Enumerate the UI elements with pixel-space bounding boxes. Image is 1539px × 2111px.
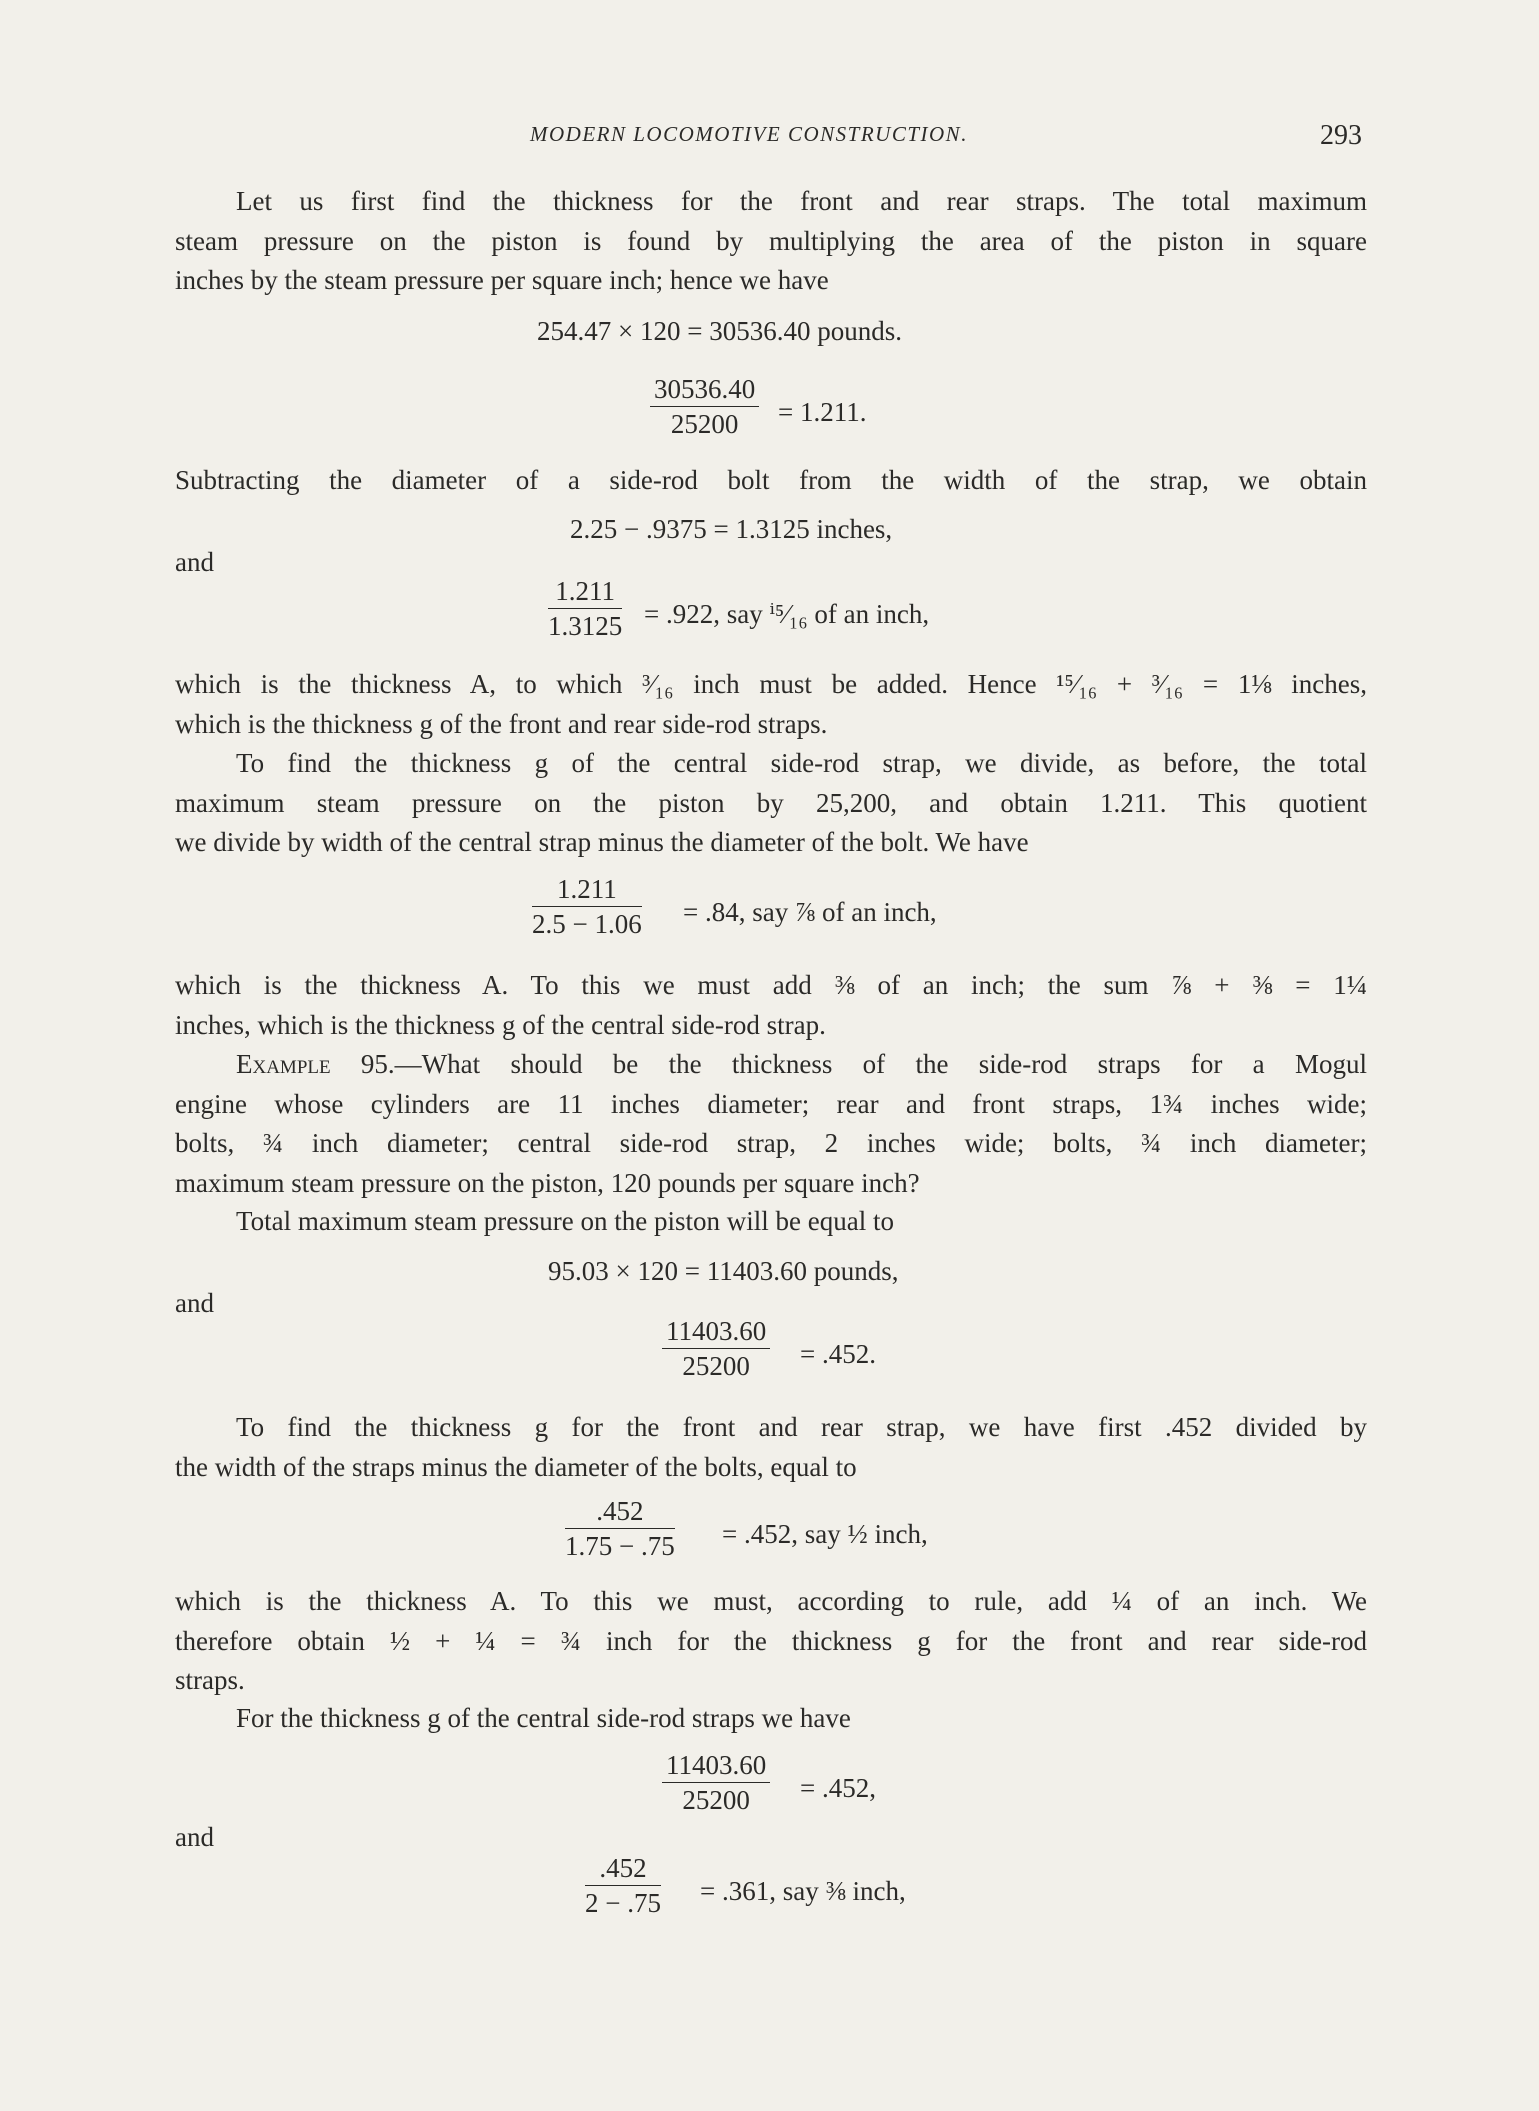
text-line: which is the thickness A. To this we must, according to rule, add ¼ of an inch. We (175, 1586, 1367, 1616)
paragraph-5 (175, 966, 1367, 1045)
text-line: To find the thickness g of the central side-rod strap, we divide, as before, the total (236, 748, 1367, 778)
example-95 (175, 1045, 1367, 1203)
page-number: 293 (1320, 120, 1362, 151)
paragraph-1 (175, 182, 1367, 301)
fraction-eq5 (532, 874, 642, 939)
paragraph-8 (175, 1408, 1367, 1487)
and-label: and (175, 1822, 214, 1852)
denominator: 2 − .75 (585, 1888, 661, 1918)
example-text: 95.—What should be the thickness of the side-rod straps for a Mogul (330, 1049, 1367, 1079)
equation-1: 254.47 × 120 = 30536.40 pounds. (537, 316, 902, 346)
numerator: 1.211 (548, 576, 622, 609)
text-line: straps. (175, 1665, 245, 1695)
equation-9-result: = .452, (800, 1773, 876, 1803)
numerator: 11403.60 (662, 1316, 770, 1349)
text-line: For the thickness g of the central side-rod straps we have (236, 1703, 851, 1733)
text-line: inches by the steam pressure per square inch; hence we have (175, 265, 829, 295)
equation-6: 95.03 × 120 = 11403.60 pounds, (548, 1256, 899, 1286)
paragraph-4 (175, 744, 1367, 863)
fraction-eq2 (650, 374, 759, 439)
text-line: the width of the straps minus the diameter of the bolts, equal to (175, 1451, 857, 1482)
text-line: therefore obtain ½ + ¼ = ¾ inch for the thickness g for the front and rear side-rod (175, 1625, 1367, 1656)
denominator: 1.3125 (548, 611, 623, 641)
paragraph-9 (175, 1582, 1367, 1701)
numerator: .452 (585, 1853, 661, 1886)
equation-10-result: = .361, say ⅜ inch, (700, 1876, 906, 1906)
text-line: maximum steam pressure on the piston by 25,200, and obtain 1.211. This quotient (175, 787, 1367, 818)
text-line: Let us first find the thickness for the front and rear straps. The total maximum (236, 186, 1367, 216)
running-title: MODERN LOCOMOTIVE CONSTRUCTION. (530, 122, 968, 146)
text-line: engine whose cylinders are 11 inches diameter; rear and front straps, 1¾ inches wide; (175, 1088, 1367, 1119)
fraction-eq7 (662, 1316, 770, 1381)
text-line: which is the thickness g of the front and rear side-rod straps. (175, 708, 828, 739)
text-line: bolts, ¾ inch diameter; central side-rod strap, 2 inches wide; bolts, ¾ inch diameter; (175, 1128, 1367, 1158)
text-line: Subtracting the diameter of a side-rod bolt from the width of the strap, we obtain (175, 465, 1367, 495)
denominator: 25200 (682, 1785, 750, 1815)
paragraph-2 (175, 461, 1367, 501)
denominator: 25200 (682, 1351, 750, 1381)
paragraph-10 (175, 1699, 1367, 1739)
paragraph-7 (175, 1202, 1367, 1242)
text-line: Total maximum steam pressure on the piston will be equal to (236, 1206, 894, 1236)
equation-4-result: = .922, say ⁱ⁵⁄₁₆ of an inch, (644, 599, 930, 629)
denominator: 1.75 − .75 (565, 1531, 675, 1561)
equation-2-result: = 1.211. (778, 397, 867, 427)
and-label: and (175, 1288, 214, 1318)
fraction-eq10 (585, 1853, 661, 1918)
text-line: steam pressure on the piston is found by multiplying the area of the piston in square (175, 225, 1367, 256)
example-label: Example (236, 1049, 331, 1079)
fraction-eq4 (548, 576, 622, 641)
equation-7-result: = .452. (800, 1339, 876, 1369)
text-line: inches, which is the thickness g of the central side-rod strap. (175, 1009, 826, 1040)
text-line: To find the thickness g for the front and rear strap, we have first .452 divided by (236, 1412, 1367, 1442)
numerator: 11403.60 (662, 1750, 770, 1783)
denominator: 2.5 − 1.06 (532, 909, 642, 939)
numerator: 30536.40 (650, 374, 759, 407)
denominator: 25200 (670, 409, 739, 439)
equation-8-result: = .452, say ½ inch, (722, 1519, 928, 1549)
text-line: which is the thickness A, to which ³⁄₁₆ inch must be added. Hence ¹⁵⁄₁₆ + ³⁄₁₆ = 1⅛ inches, (175, 669, 1367, 699)
text-line: maximum steam pressure on the piston, 120 pounds per square inch? (175, 1167, 920, 1198)
numerator: .452 (565, 1496, 675, 1529)
and-label: and (175, 547, 214, 577)
text-line: which is the thickness A. To this we must add ⅜ of an inch; the sum ⅞ + ⅜ = 1¼ (175, 970, 1367, 1000)
paragraph-3 (175, 665, 1367, 744)
fraction-eq8 (565, 1496, 675, 1561)
numerator: 1.211 (532, 874, 642, 907)
fraction-eq9 (662, 1750, 770, 1815)
equation-5-result: = .84, say ⅞ of an inch, (683, 897, 937, 927)
text-line (175, 1045, 1367, 1085)
equation-3: 2.25 − .9375 = 1.3125 inches, (570, 514, 893, 544)
text-line: we divide by width of the central strap minus the diameter of the bolt. We have (175, 827, 1029, 857)
